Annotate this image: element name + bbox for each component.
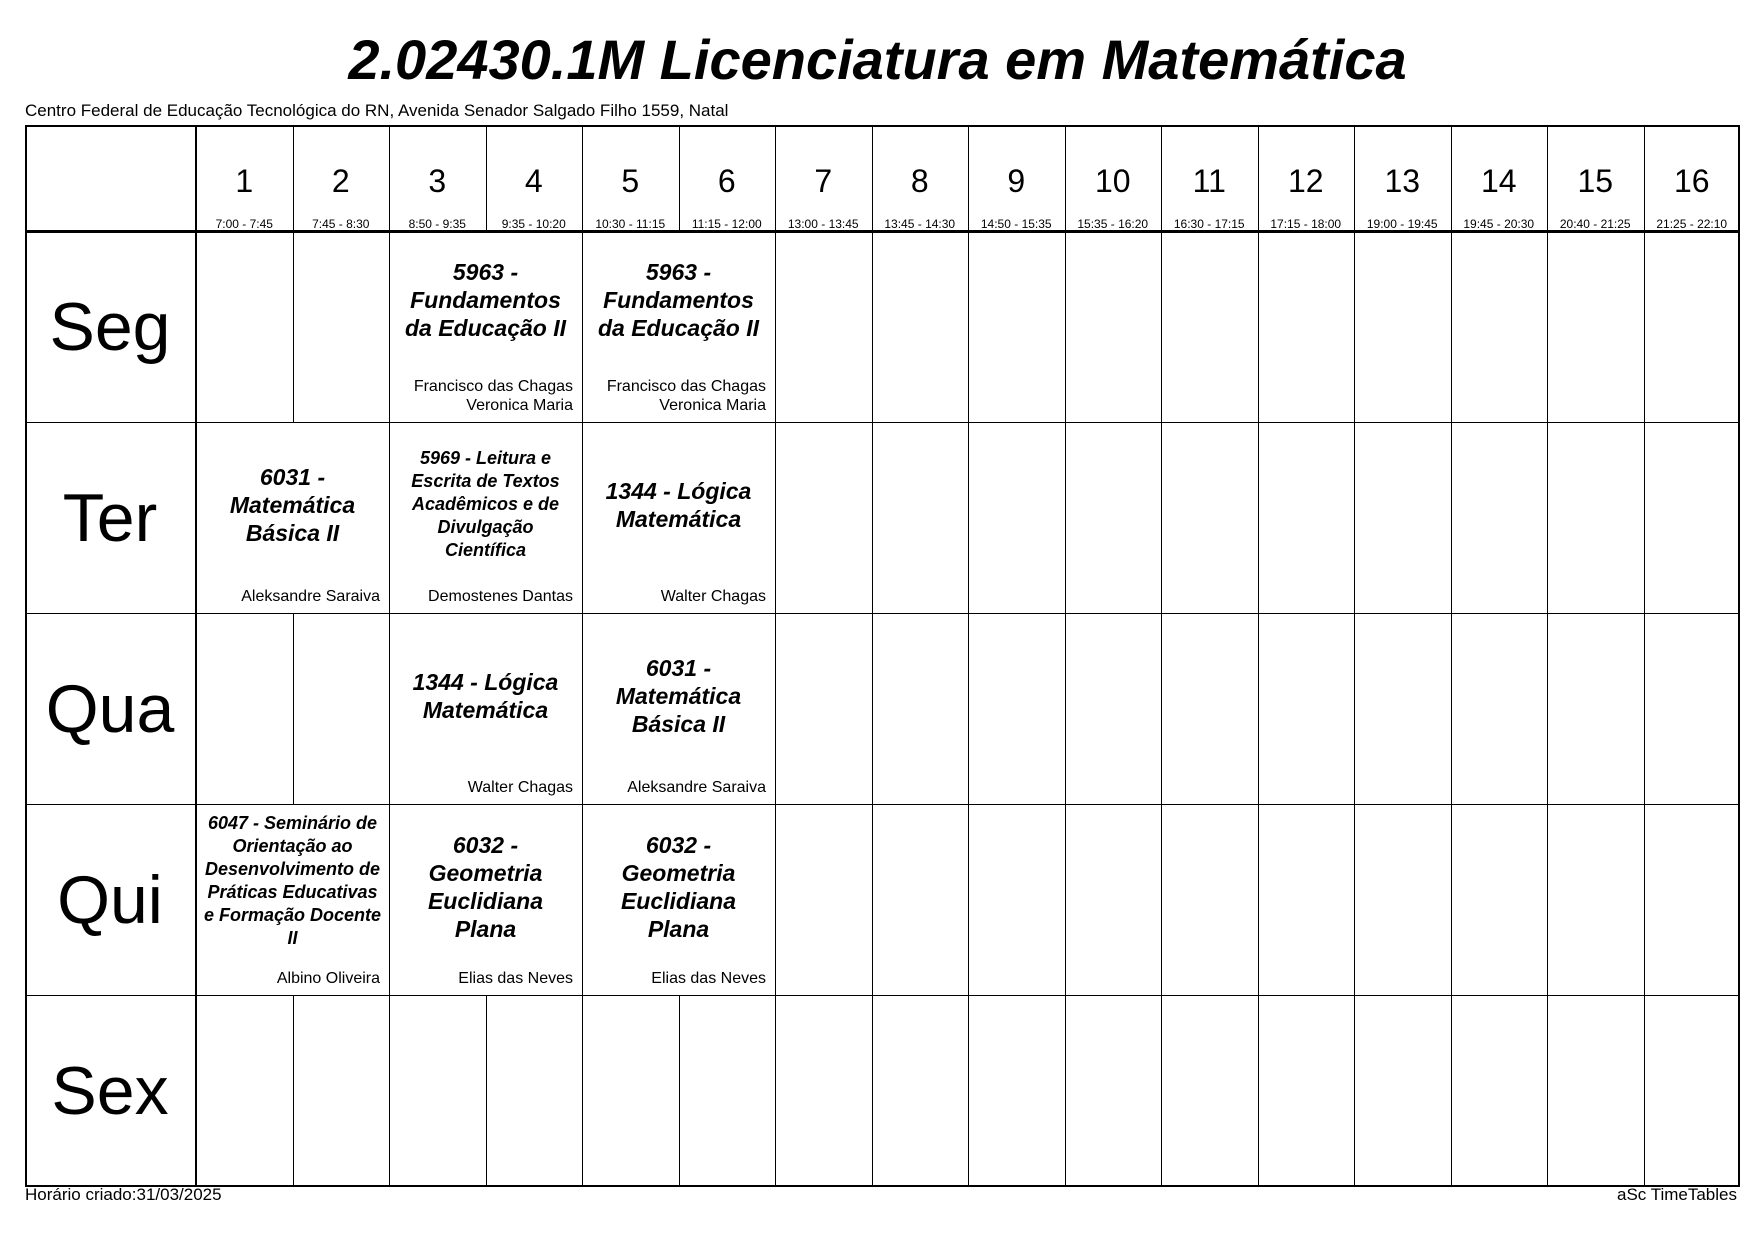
period-time: 8:50 - 9:35 [408, 217, 466, 231]
lesson-subject: 5963 - Fundamentos da Educação II [597, 258, 760, 341]
column-divider [1354, 995, 1355, 1186]
lesson-card [582, 231, 775, 422]
period-number: 6 [717, 163, 736, 199]
lesson-teachers [627, 778, 766, 797]
column-divider [872, 995, 873, 1186]
column-divider [968, 613, 969, 804]
period-header [775, 125, 872, 231]
column-divider [1161, 995, 1162, 1186]
teacher-name: Francisco das Chagas [606, 378, 766, 395]
column-divider [1258, 995, 1259, 1186]
period-header [389, 125, 486, 231]
column-divider [486, 995, 487, 1186]
column-divider [1258, 613, 1259, 804]
period-number: 10 [1094, 163, 1131, 199]
column-divider [775, 613, 776, 804]
lesson-subject: 5969 - Leitura e Escrita de Textos Acadêmicos e de Divulgação Científica [411, 448, 560, 560]
teacher-name: Elias das Neves [651, 970, 766, 987]
column-divider [1161, 231, 1162, 422]
period-time: 15:35 - 16:20 [1077, 217, 1149, 231]
column-divider [1065, 613, 1066, 804]
period-header [1161, 125, 1258, 231]
column-divider [582, 995, 583, 1186]
period-time: 10:30 - 11:15 [595, 217, 666, 231]
column-divider [1451, 804, 1452, 995]
row-divider [25, 995, 1740, 996]
row-divider [25, 613, 1740, 614]
lesson-teachers [607, 377, 766, 415]
column-divider [293, 613, 294, 804]
period-time: 13:00 - 13:45 [787, 217, 859, 231]
day-label-sex: Sex [51, 1052, 169, 1129]
lesson-teachers [468, 778, 573, 797]
column-divider [293, 231, 294, 422]
column-divider [1258, 804, 1259, 995]
lesson-card [389, 613, 582, 804]
period-time: 19:45 - 20:30 [1463, 217, 1535, 231]
lesson-subject: 1344 - Lógica Matemática [605, 477, 752, 532]
institution-address: Centro Federal de Educação Tecnológica do RN, Avenida Senador Salgado Filho 1559, Natal [25, 101, 729, 120]
column-divider [775, 422, 776, 613]
teacher-name: Walter Chagas [467, 779, 573, 796]
column-divider [1451, 613, 1452, 804]
period-header [1547, 125, 1644, 231]
column-divider [1354, 613, 1355, 804]
period-header [1451, 125, 1548, 231]
teacher-name: Elias das Neves [458, 970, 573, 987]
column-divider [968, 231, 969, 422]
lesson-subject: 1344 - Lógica Matemática [412, 668, 559, 723]
column-divider [872, 422, 873, 613]
teacher-name: Walter Chagas [660, 588, 766, 605]
column-divider [968, 422, 969, 613]
lesson-card [196, 804, 389, 995]
day-label-qui: Qui [57, 861, 163, 938]
column-divider [1451, 995, 1452, 1186]
period-time: 11:15 - 12:00 [691, 217, 762, 231]
lesson-teachers [651, 969, 766, 988]
teacher-name: Francisco das Chagas [413, 378, 573, 395]
period-time: 19:00 - 19:45 [1366, 217, 1438, 231]
period-number: 9 [1007, 163, 1026, 199]
lesson-card [389, 422, 582, 613]
column-divider [1065, 231, 1066, 422]
period-number: 12 [1287, 163, 1324, 199]
period-number: 2 [331, 163, 350, 199]
lesson-subject: 6032 - Geometria Euclidiana Plana [427, 831, 544, 942]
column-divider [1354, 231, 1355, 422]
lesson-teachers [414, 377, 573, 415]
lesson-subject: 6031 - Matemática Básica II [615, 654, 742, 737]
column-divider [1547, 613, 1548, 804]
day-label-ter: Ter [62, 479, 158, 556]
lesson-card [389, 231, 582, 422]
period-time: 17:15 - 18:00 [1270, 217, 1342, 231]
lesson-card [389, 804, 582, 995]
column-divider [775, 804, 776, 995]
period-header [1354, 125, 1451, 231]
teacher-name: Veronica Maria [466, 397, 573, 414]
period-time: 20:40 - 21:25 [1559, 217, 1631, 231]
column-divider [1065, 422, 1066, 613]
lesson-teachers [428, 587, 573, 606]
period-header [196, 125, 293, 231]
period-time: 21:25 - 22:10 [1656, 217, 1728, 231]
column-divider [775, 231, 776, 422]
period-header [293, 125, 390, 231]
lesson-subject: 5963 - Fundamentos da Educação II [404, 258, 567, 341]
lesson-teachers [661, 587, 766, 606]
teacher-name: Aleksandre Saraiva [627, 779, 766, 796]
period-number: 13 [1384, 163, 1421, 199]
table-border-right [1738, 125, 1740, 1186]
period-number: 5 [621, 163, 640, 199]
column-divider [1451, 231, 1452, 422]
period-time: 16:30 - 17:15 [1173, 217, 1245, 231]
period-number: 3 [428, 163, 447, 199]
column-divider [1258, 231, 1259, 422]
column-divider [1644, 804, 1645, 995]
period-number: 15 [1577, 163, 1614, 199]
column-divider [872, 613, 873, 804]
teacher-name: Albino Oliveira [276, 970, 380, 987]
lesson-card [196, 422, 389, 613]
period-number: 8 [910, 163, 929, 199]
column-divider [1547, 804, 1548, 995]
period-time: 7:45 - 8:30 [312, 217, 370, 231]
table-border-bottom [25, 1185, 1740, 1187]
column-divider [1258, 422, 1259, 613]
column-divider [1354, 804, 1355, 995]
column-divider [1161, 422, 1162, 613]
lesson-teachers [277, 969, 380, 988]
day-column-separator [195, 125, 197, 1186]
column-divider [1354, 422, 1355, 613]
period-time: 9:35 - 10:20 [501, 217, 566, 231]
period-number: 11 [1192, 163, 1226, 199]
column-divider [775, 995, 776, 1186]
column-divider [293, 995, 294, 1186]
period-number: 16 [1673, 163, 1710, 199]
day-label-seg: Seg [49, 288, 171, 365]
teacher-name: Veronica Maria [659, 397, 766, 414]
column-divider [1547, 422, 1548, 613]
column-divider [872, 231, 873, 422]
period-time: 14:50 - 15:35 [980, 217, 1052, 231]
period-number: 14 [1480, 163, 1517, 199]
period-header [582, 125, 679, 231]
period-header [486, 125, 583, 231]
column-divider [1161, 804, 1162, 995]
day-label-qua: Qua [45, 670, 175, 747]
period-header [1065, 125, 1162, 231]
page-title: 2.02430.1M Licenciatura em Matemática [348, 28, 1407, 91]
teacher-name: Demostenes Dantas [428, 588, 573, 605]
period-header [1258, 125, 1355, 231]
column-divider [679, 995, 680, 1186]
software-credit: aSc TimeTables [1617, 1185, 1737, 1204]
column-divider [1161, 613, 1162, 804]
column-divider [1644, 995, 1645, 1186]
lesson-subject: 6047 - Seminário de Orientação ao Desenvolvimento de Práticas Educativas e Formação Docente II [203, 813, 382, 948]
lesson-subject: 6032 - Geometria Euclidiana Plana [620, 831, 737, 942]
column-divider [389, 995, 390, 1186]
column-divider [1644, 231, 1645, 422]
lesson-card [582, 422, 775, 613]
period-time: 13:45 - 14:30 [884, 217, 956, 231]
lesson-card [582, 613, 775, 804]
lesson-teachers [458, 969, 573, 988]
period-header [872, 125, 969, 231]
column-divider [968, 804, 969, 995]
period-header [1644, 125, 1741, 231]
period-number: 4 [524, 163, 543, 199]
column-divider [1547, 995, 1548, 1186]
lesson-teachers [241, 587, 380, 606]
lesson-subject: 6031 - Matemática Básica II [229, 463, 356, 546]
column-divider [968, 995, 969, 1186]
column-divider [872, 804, 873, 995]
period-header [968, 125, 1065, 231]
column-divider [1065, 995, 1066, 1186]
period-time: 7:00 - 7:45 [215, 217, 273, 231]
period-number: 7 [814, 163, 833, 199]
created-date: Horário criado:31/03/2025 [25, 1185, 222, 1204]
column-divider [1644, 422, 1645, 613]
lesson-card [582, 804, 775, 995]
period-number: 1 [235, 163, 254, 199]
period-header [679, 125, 776, 231]
column-divider [1547, 231, 1548, 422]
teacher-name: Aleksandre Saraiva [241, 588, 380, 605]
column-divider [1065, 804, 1066, 995]
column-divider [1644, 613, 1645, 804]
column-divider [1451, 422, 1452, 613]
